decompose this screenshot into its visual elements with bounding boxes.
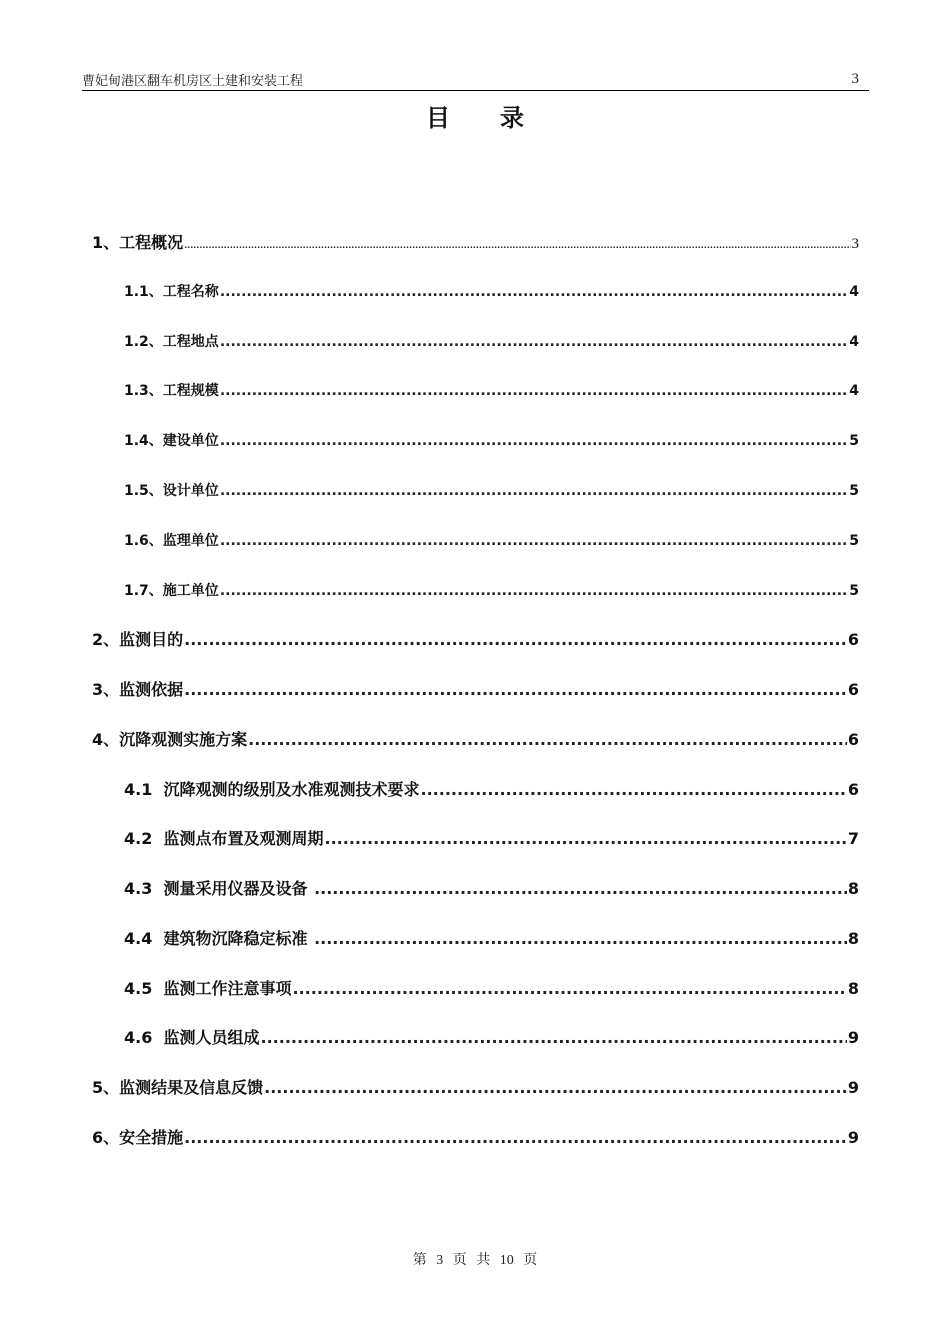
toc-entry-page: 5 <box>849 583 859 599</box>
page-footer: 第 3 页 共 10 页 <box>412 1253 538 1268</box>
toc-entry-4-4[interactable] <box>124 926 859 950</box>
toc-entry-page: 5 <box>849 533 859 549</box>
toc-dot-leader <box>421 780 847 799</box>
toc-entry-label: 1.6、监理单位 <box>124 533 219 549</box>
toc-entry-4-6[interactable] <box>124 1025 859 1049</box>
toc-dot-leader <box>325 829 847 848</box>
toc-entry-4-1[interactable] <box>124 777 859 801</box>
toc-entry-page: 4 <box>849 383 859 399</box>
toc-entry-1-5[interactable] <box>124 480 859 504</box>
toc-title: 目录 <box>426 104 574 132</box>
toc-entry-6[interactable] <box>92 1125 859 1149</box>
toc-entry-label: 1.3、工程规模 <box>124 383 219 399</box>
header-page-number: 3 <box>851 71 859 87</box>
toc-entry-label: 4.2 监测点布置及观测周期 <box>124 829 324 848</box>
toc-dot-leader <box>248 730 847 749</box>
toc-entry-page: 6 <box>847 730 859 749</box>
toc-dot-leader <box>220 334 848 350</box>
toc-entry-label: 3、监测依据 <box>92 680 184 699</box>
toc-entry-3[interactable] <box>92 677 859 701</box>
toc-dot-leader <box>220 284 848 300</box>
toc-entry-label: 1.5、设计单位 <box>124 483 219 499</box>
toc-entry-label: 1.2、工程地点 <box>124 334 219 350</box>
toc-dot-leader <box>264 1078 847 1097</box>
toc-entry-page: 5 <box>849 433 859 449</box>
toc-entry-1-7[interactable] <box>124 580 859 604</box>
toc-entry-label: 6、安全措施 <box>92 1128 184 1147</box>
toc-dot-leader <box>184 680 847 699</box>
toc-dot-leader <box>293 979 847 998</box>
toc-entry-label: 2、监测目的 <box>92 630 184 649</box>
toc-entry-label: 1.1、工程名称 <box>124 284 219 300</box>
toc-entry-1-4[interactable] <box>124 430 859 454</box>
toc-entry-page: 9 <box>847 1078 859 1097</box>
toc-entry-page: 8 <box>847 879 859 898</box>
toc-entry-label: 1.7、施工单位 <box>124 583 219 599</box>
toc-entry-label: 4.1 沉降观测的级别及水准观测技术要求 <box>124 780 420 799</box>
toc-entry-label: 4.6 监测人员组成 <box>124 1028 260 1047</box>
toc-entry-1-6[interactable] <box>124 530 859 554</box>
toc-entry-5[interactable] <box>92 1075 859 1099</box>
toc-entry-page: 9 <box>847 1128 859 1147</box>
toc-entry-page: 4 <box>849 284 859 300</box>
header-project-title: 曹妃甸港区翻车机房区土建和安装工程 <box>82 74 304 89</box>
toc-entry-label: 1.4、建设单位 <box>124 433 219 449</box>
toc-entry-label: 4、沉降观测实施方案 <box>92 730 248 749</box>
toc-entry-label: 1、工程概况 <box>92 233 184 252</box>
toc-entry-page: 7 <box>847 829 859 848</box>
toc-dot-leader <box>184 1128 847 1147</box>
toc-entry-4-2[interactable] <box>124 826 859 850</box>
toc-entry-page: 9 <box>847 1028 859 1047</box>
toc-entry-1-3[interactable] <box>124 380 859 404</box>
toc-entry-4-3[interactable] <box>124 876 859 900</box>
toc-dot-leader <box>220 483 848 499</box>
toc-entry-page: 3 <box>851 236 859 252</box>
toc-entry-label: 5、监测结果及信息反馈 <box>92 1078 264 1097</box>
toc-entry-page: 6 <box>847 780 859 799</box>
toc-entry-1-1[interactable] <box>124 281 859 305</box>
toc-entry-page: 6 <box>847 630 859 649</box>
toc-dot-leader <box>220 433 848 449</box>
toc-dot-leader <box>314 929 847 948</box>
toc-entry-label: 4.3 测量采用仪器及设备 <box>124 879 314 898</box>
toc-dot-leader <box>184 630 847 649</box>
toc-entry-label: 4.4 建筑物沉降稳定标准 <box>124 929 314 948</box>
toc-dot-leader <box>220 533 848 549</box>
toc-entry-4[interactable] <box>92 727 859 751</box>
toc-entry-1[interactable] <box>92 230 859 254</box>
toc-entry-page: 6 <box>847 680 859 699</box>
toc-entry-page: 8 <box>847 929 859 948</box>
toc-entry-label: 4.5 监测工作注意事项 <box>124 979 292 998</box>
toc-dot-leader <box>220 583 848 599</box>
toc-dot-leader <box>314 879 847 898</box>
toc-entry-2[interactable] <box>92 627 859 651</box>
toc-dot-leader <box>220 383 848 399</box>
toc-entry-page: 4 <box>849 334 859 350</box>
toc-dot-leader <box>184 241 850 250</box>
toc-entry-page: 8 <box>847 979 859 998</box>
toc-entry-page: 5 <box>849 483 859 499</box>
toc-entry-1-2[interactable] <box>124 331 859 355</box>
toc-entry-4-5[interactable] <box>124 976 859 1000</box>
toc-dot-leader <box>261 1028 847 1047</box>
